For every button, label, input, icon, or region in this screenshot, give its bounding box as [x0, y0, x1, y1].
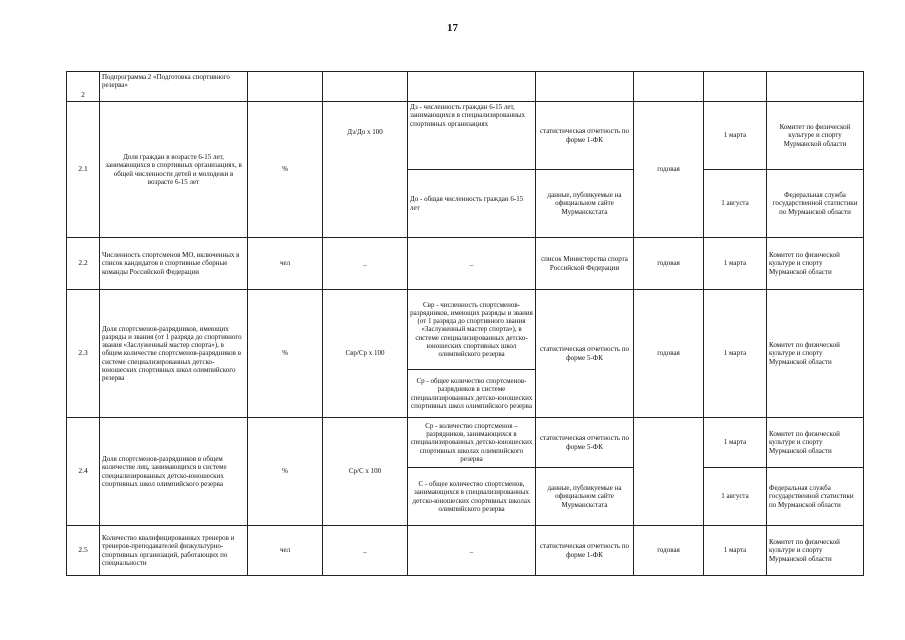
variable-description: _: [408, 526, 536, 576]
periodicity: годовая: [634, 102, 704, 238]
deadline: 1 марта: [704, 290, 767, 418]
subprogram-number: 2: [67, 72, 100, 102]
deadline: 1 августа: [704, 170, 767, 238]
formula: _: [323, 238, 408, 290]
responsible: Федеральная служба государственной статистики по Мурманской области: [767, 468, 864, 526]
indicator-name: Количество квалифицированных тренеров и тренеров-преподавателей физкультурно-спортивных организаций, работающих по специальности: [100, 526, 248, 576]
periodicity: годовая: [634, 290, 704, 418]
row-number: 2.3: [67, 290, 100, 418]
subprogram-title: Подпрограмма 2 «Подготовка спортивного резерва»: [100, 72, 248, 102]
table-row: [67, 290, 864, 370]
unit: %: [248, 418, 323, 526]
periodicity: годовая: [634, 526, 704, 576]
deadline: 1 марта: [704, 102, 767, 170]
deadline: 1 августа: [704, 468, 767, 526]
indicator-name: Доля спортсменов-разрядников в общем количестве лиц, занимающихся в системе специализированных детско-юношеских спортивных школ олимпийского резерва: [100, 418, 248, 526]
formula: Ср/С x 100: [323, 418, 408, 526]
responsible: Федеральная служба государственной статистики по Мурманской области: [767, 170, 864, 238]
page-number: 17: [447, 22, 458, 34]
data-source: статистическая отчетность по форме 1-ФК: [536, 526, 634, 576]
variable-description: _: [408, 238, 536, 290]
responsible: Комитет по физической культуре и спорту Мурманской области: [767, 238, 864, 290]
variable-description: Ср - общее количество спортсменов-разрядников в системе специализированных детско-юношеских спортивных школ олимпийского резерва: [408, 370, 536, 418]
formula: Дз/Дo x 100: [323, 102, 408, 238]
deadline: 1 марта: [704, 526, 767, 576]
empty-cell: [408, 72, 536, 102]
empty-cell: [704, 72, 767, 102]
responsible: Комитет по физической культуре и спорту Мурманской области: [767, 418, 864, 468]
data-source: данные, публикуемые на официальном сайте Мурманскстата: [536, 170, 634, 238]
deadline: 1 марта: [704, 418, 767, 468]
table-row: [67, 238, 864, 290]
empty-cell: [248, 72, 323, 102]
indicators-table: [66, 71, 864, 576]
row-number: 2.5: [67, 526, 100, 576]
empty-cell: [634, 72, 704, 102]
table-row: [67, 526, 864, 576]
unit: чел: [248, 526, 323, 576]
deadline: 1 марта: [704, 238, 767, 290]
formula: Свр/Ср x 100: [323, 290, 408, 418]
data-source: данные, публикуемые на официальном сайте Мурманскстата: [536, 468, 634, 526]
row-number: 2.1: [67, 102, 100, 238]
responsible: Комитет по физической культуре и спорту Мурманской области: [767, 102, 864, 170]
variable-description: Ср - количество спортсменов – разрядников, занимающихся в специализированных детско-юношеских спортивных школах олимпийского резерва: [408, 418, 536, 468]
variable-description: С - общее количество спортсменов, занимающихся в специализированных детско-юношеских спортивных школах олимпийского резерва: [408, 468, 536, 526]
unit: %: [248, 290, 323, 418]
table-row: [67, 418, 864, 468]
data-source: статистическая отчетность по форме 5-ФК: [536, 418, 634, 468]
row-number: 2.2: [67, 238, 100, 290]
unit: %: [248, 102, 323, 238]
responsible: Комитет по физической культуре и спорту Мурманской области: [767, 526, 864, 576]
data-source: статистическая отчетность по форме 5-ФК: [536, 290, 634, 418]
variable-description: Дз - численность граждан 6-15 лет, занимающихся в специализированных спортивных организациях: [408, 102, 536, 170]
empty-cell: [536, 72, 634, 102]
indicator-name: Доля спортсменов-разрядников, имеющих разряды и звания (от 1 разряда до спортивного звания «Заслуженный мастер спорта»), в общем количестве спортсменов-разрядников в системе специализированных детско-юношеских спортивных школ олимпийского резерва: [100, 290, 248, 418]
empty-cell: [634, 418, 704, 526]
indicator-name: Численность спортсменов МО, включенных в список кандидатов в спортивные сборные команды Российской Федерации: [100, 238, 248, 290]
variable-description: Дo - общая численность граждан 6-15 лет: [408, 170, 536, 238]
variable-description: Свр - численность спортсменов-разрядников, имеющих разряды и звания (от 1 разряда до спортивного звания «Заслуженный мастер спорта»), в системе специализированных детско-юношеских спортивных школ олимпийского резерва: [408, 290, 536, 370]
formula: _: [323, 526, 408, 576]
row-number: 2.4: [67, 418, 100, 526]
periodicity: годовая: [634, 238, 704, 290]
responsible: Комитет по физической культуре и спорту Мурманской области: [767, 290, 864, 418]
empty-cell: [323, 72, 408, 102]
data-source: список Министерства спорта Российской Федерации: [536, 238, 634, 290]
table-row: [67, 102, 864, 170]
indicator-name: Доля граждан в возрасте 6-15 лет, занимающихся в спортивных организациях, в общей численности детей и молодежи в возрасте 6-15 лет: [100, 102, 248, 238]
unit: чел: [248, 238, 323, 290]
subprogram-row: [67, 72, 864, 102]
empty-cell: [767, 72, 864, 102]
data-source: статистическая отчетность по форме 1-ФК: [536, 102, 634, 170]
